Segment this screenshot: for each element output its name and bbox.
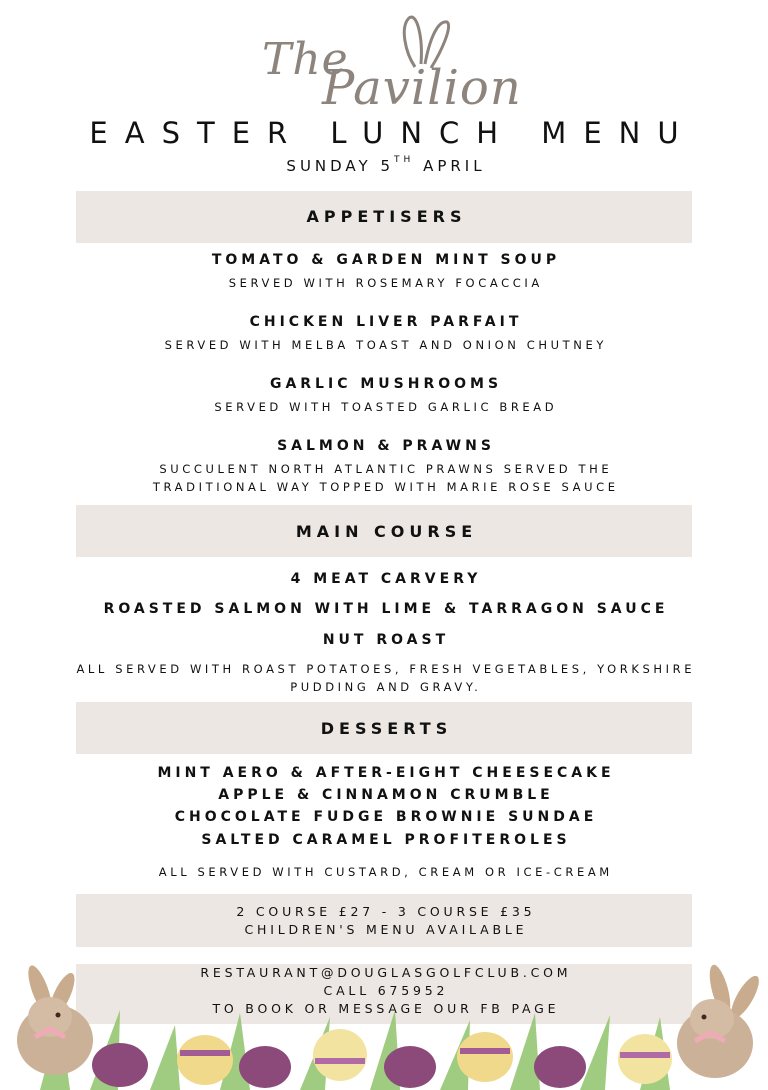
menu-title: EASTER LUNCH MENU: [89, 116, 696, 150]
dish-description: TRADITIONAL WAY TOPPED WITH MARIE ROSE SAUCE: [152, 480, 619, 494]
bunny-right-icon: [677, 963, 764, 1078]
bunny-ears-icon: [395, 12, 455, 72]
dish-name: SALMON & PRAWNS: [277, 438, 495, 454]
dish-name: NUT ROAST: [322, 632, 450, 648]
dish-name: 4 MEAT CARVERY: [290, 571, 482, 587]
easter-decoration: [0, 955, 768, 1090]
dish-name: CHICKEN LIVER PARFAIT: [249, 314, 523, 330]
contact-booking: TO BOOK OR MESSAGE OUR FB PAGE: [212, 1001, 560, 1016]
childrens-menu-line: CHILDREN'S MENU AVAILABLE: [244, 922, 528, 937]
pavilion-logo: [200, 10, 540, 120]
dish-description: SERVED WITH MELBA TOAST AND ONION CHUTNEY: [164, 338, 607, 352]
dish-description: SUCCULENT NORTH ATLANTIC PRAWNS SERVED THE: [159, 462, 613, 476]
bunny-left-icon: [17, 963, 93, 1075]
dish-name: ROASTED SALMON WITH LIME & TARRAGON SAUCE: [103, 601, 669, 617]
logo-line-the: The: [262, 34, 349, 85]
dish-name: CHOCOLATE FUDGE BROWNIE SUNDAE: [174, 809, 598, 825]
price-line: 2 COURSE £27 - 3 COURSE £35: [236, 904, 536, 919]
appetisers-heading: APPETISERS: [306, 207, 467, 226]
main-course-note: PUDDING AND GRAVY.: [290, 680, 482, 694]
main-course-heading: MAIN COURSE: [295, 522, 478, 541]
contact-phone: CALL 675952: [323, 983, 449, 998]
dish-name: APPLE & CINNAMON CRUMBLE: [218, 787, 554, 803]
desserts-heading: DESSERTS: [320, 719, 453, 738]
dish-name: MINT AERO & AFTER-EIGHT CHEESECAKE: [157, 765, 615, 781]
menu-date: SUNDAY 5TH APRIL: [286, 155, 486, 175]
logo-wordmark: [210, 20, 522, 120]
logo-line-pavilion: Pavilion: [322, 60, 522, 116]
dish-name: TOMATO & GARDEN MINT SOUP: [211, 252, 561, 268]
dish-description: SERVED WITH TOASTED GARLIC BREAD: [214, 400, 558, 414]
dish-name: SALTED CARAMEL PROFITEROLES: [201, 832, 571, 848]
dish-description: SERVED WITH ROSEMARY FOCACCIA: [228, 276, 543, 290]
dish-name: GARLIC MUSHROOMS: [269, 376, 503, 392]
desserts-note: ALL SERVED WITH CUSTARD, CREAM OR ICE-CREAM: [158, 865, 613, 879]
contact-email: RESTAURANT@DOUGLASGOLFCLUB.COM: [200, 965, 572, 980]
main-course-note: ALL SERVED WITH ROAST POTATOES, FRESH VEGETABLES, YORKSHIRE: [76, 662, 696, 676]
